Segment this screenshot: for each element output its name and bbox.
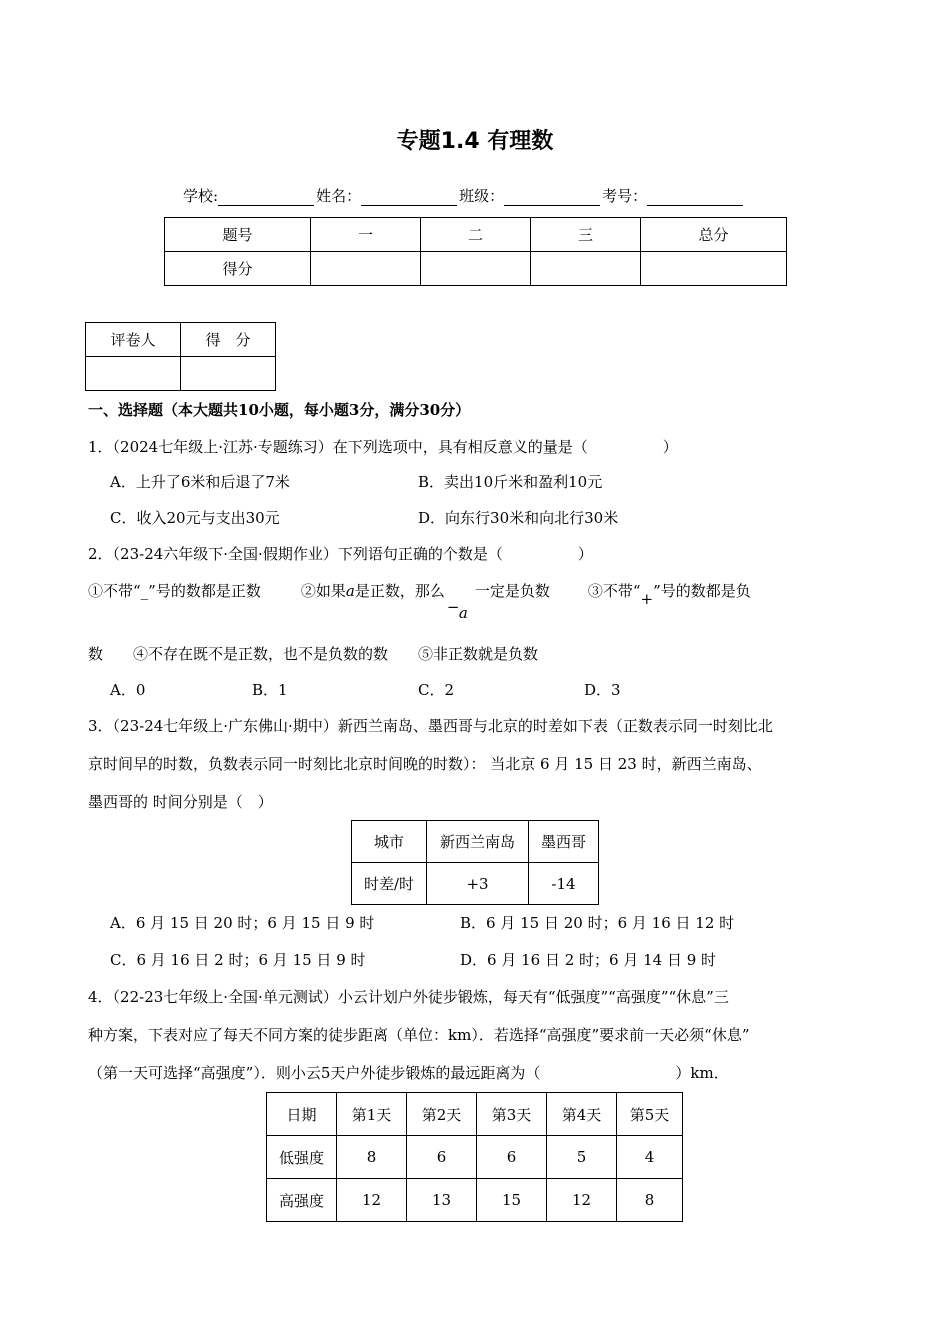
q2-option-a[interactable]: A．0 xyxy=(110,681,146,699)
table-cell: 4 xyxy=(617,1136,683,1179)
hiking-distance-table xyxy=(266,1092,683,1222)
q1-option-b[interactable]: B．卖出10斤米和盈利10元 xyxy=(418,473,603,491)
table-cell: 12 xyxy=(337,1179,407,1222)
score-header-cell: 题号 xyxy=(165,218,311,252)
table-cell: 15 xyxy=(477,1179,547,1222)
question-3-line3: 墨西哥的 时间分别是（ ） xyxy=(88,793,273,811)
id-blank[interactable] xyxy=(647,191,743,206)
statement-3: ③不带“+”号的数都是负 xyxy=(587,582,751,608)
table-header-cell: 墨西哥 xyxy=(529,821,599,863)
id-label: 考号： xyxy=(602,187,648,205)
score-header-cell: 二 xyxy=(421,218,531,252)
q3-option-a[interactable]: A．6 月 15 日 20 时；6 月 15 日 9 时 xyxy=(110,914,375,932)
grader-score-label: 得 分 xyxy=(181,323,276,357)
score-cell[interactable] xyxy=(641,252,787,286)
question-1-stem: 1．（2024七年级上·江苏·专题练习）在下列选项中，具有相反意义的量是（ ） xyxy=(88,438,678,456)
question-2-stem: 2．（23-24六年级下·全国·假期作业）下列语句正确的个数是（ ） xyxy=(88,545,593,563)
table-header-cell: 城市 xyxy=(352,821,427,863)
school-label: 学校: xyxy=(183,187,219,205)
question-2-statements xyxy=(88,580,751,622)
statement-2: ②如果a是正数，那么 − a 一定是负数 xyxy=(300,582,550,622)
page-title: 专题1.4 有理数 xyxy=(396,129,554,154)
table-row-label: 高强度 xyxy=(267,1179,337,1222)
table-cell: 13 xyxy=(407,1179,477,1222)
table-header-cell: 第4天 xyxy=(547,1093,617,1136)
table-header-cell: 第2天 xyxy=(407,1093,477,1136)
q3-option-b[interactable]: B．6 月 15 日 20 时；6 月 16 日 12 时 xyxy=(460,914,735,932)
q3-option-d[interactable]: D．6 月 16 日 2 时；6 月 14 日 9 时 xyxy=(460,951,717,969)
table-row-label: 低强度 xyxy=(267,1136,337,1179)
q1-option-c[interactable]: C．收入20元与支出30元 xyxy=(110,509,280,527)
table-cell: +3 xyxy=(427,863,529,905)
score-header-cell: 总分 xyxy=(641,218,787,252)
table-cell: 8 xyxy=(337,1136,407,1179)
table-cell: 12 xyxy=(547,1179,617,1222)
score-cell[interactable] xyxy=(311,252,421,286)
table-header-cell: 第1天 xyxy=(337,1093,407,1136)
class-label: 班级： xyxy=(459,187,505,205)
statement-1: ①不带“_”号的数都是正数 xyxy=(88,582,261,600)
grader-cell[interactable] xyxy=(86,357,181,391)
question-4-line2: 种方案，下表对应了每天不同方案的徒步距离（单位：km）．若选择“高强度”要求前一天必须“休息” xyxy=(88,1026,750,1044)
q3-option-c[interactable]: C．6 月 16 日 2 时；6 月 15 日 9 时 xyxy=(110,951,366,969)
question-2-statements-line2: 数 ④不存在既不是正数，也不是负数的数 ⑤非正数就是负数 xyxy=(88,645,539,663)
table-header-cell: 第3天 xyxy=(477,1093,547,1136)
name-label: 姓名： xyxy=(316,187,362,205)
grader-label: 评卷人 xyxy=(86,323,181,357)
table-header-cell: 新西兰南岛 xyxy=(427,821,529,863)
section-heading: 一、选择题（本大题共10小题，每小题3分，满分30分） xyxy=(88,401,471,419)
q1-option-d[interactable]: D．向东行30米和向北行30米 xyxy=(418,509,619,527)
table-cell: 6 xyxy=(477,1136,547,1179)
table-header-cell: 第5天 xyxy=(617,1093,683,1136)
q2-option-b[interactable]: B．1 xyxy=(252,681,288,699)
score-table xyxy=(164,217,787,286)
q2-option-c[interactable]: C．2 xyxy=(418,681,455,699)
grader-score-cell[interactable] xyxy=(181,357,276,391)
class-blank[interactable] xyxy=(504,191,600,206)
school-blank[interactable] xyxy=(218,191,314,206)
question-3-line1: 3．（23-24七年级上·广东佛山·期中）新西兰南岛、墨西哥与北京的时差如下表（正数表示同一时刻比北 xyxy=(88,717,773,735)
time-difference-table xyxy=(351,820,599,905)
table-cell: 5 xyxy=(547,1136,617,1179)
student-info-line xyxy=(183,185,745,206)
q1-option-a[interactable]: A．上升了6米和后退了7米 xyxy=(110,473,290,491)
question-4-line1: 4．（22-23七年级上·全国·单元测试）小云计划户外徒步锻炼，每天有“低强度”“高强度”“休息”三 xyxy=(88,988,729,1006)
score-row-label: 得分 xyxy=(165,252,311,286)
table-header-cell: 日期 xyxy=(267,1093,337,1136)
table-row-label: 时差/时 xyxy=(352,863,427,905)
table-cell: -14 xyxy=(529,863,599,905)
score-cell[interactable] xyxy=(421,252,531,286)
name-blank[interactable] xyxy=(361,191,457,206)
score-header-cell: 一 xyxy=(311,218,421,252)
question-4-line3: （第一天可选择“高强度”）．则小云5天户外徒步锻炼的最远距离为（ ）km． xyxy=(88,1064,729,1082)
question-3-line2: 京时间早的时数，负数表示同一时刻比北京时间晚的时数）： 当北京 6 月 15 日 23 时，新西兰南岛、 xyxy=(88,755,762,773)
table-cell: 6 xyxy=(407,1136,477,1179)
score-header-cell: 三 xyxy=(531,218,641,252)
q2-option-d[interactable]: D．3 xyxy=(584,681,621,699)
score-cell[interactable] xyxy=(531,252,641,286)
grader-table xyxy=(85,322,276,391)
table-cell: 8 xyxy=(617,1179,683,1222)
